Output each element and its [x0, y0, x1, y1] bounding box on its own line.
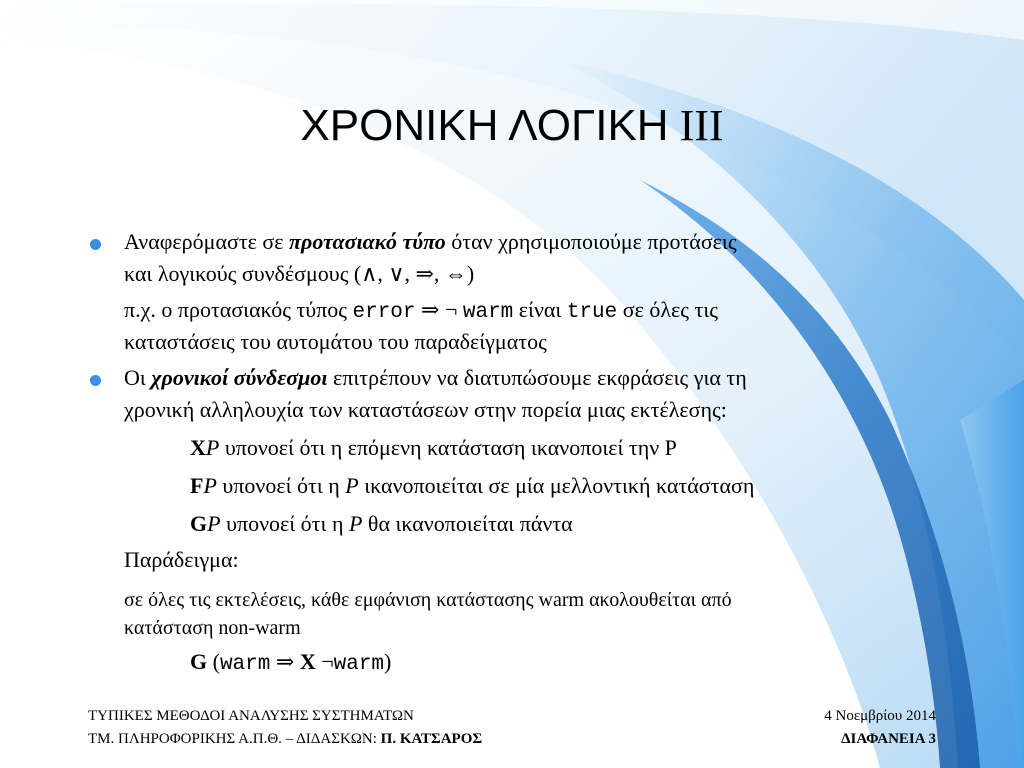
operator-variable-inline: P: [345, 473, 359, 498]
code-warm: warm: [462, 301, 514, 324]
bullet-icon: [90, 375, 101, 386]
footer-department: [88, 729, 482, 749]
formula-operator-x: X: [299, 649, 316, 674]
operator-f-line: [190, 472, 754, 500]
bullet-icon: [90, 239, 101, 250]
operator-description-cont: θα ικανοποιείται πάντα: [362, 511, 573, 536]
slide-title-numeral: III: [679, 101, 724, 150]
example-operator: ⇒ ¬: [415, 297, 463, 322]
operator-description-cont: ικανοποιείται σε μία μελλοντική κατάσταση: [358, 473, 755, 498]
example-formula: [190, 648, 391, 679]
bullet-1-emphasis: προτασιακό τύπο: [289, 229, 446, 254]
example-text-end: σε όλες τις: [617, 297, 718, 322]
formula-negation: ¬: [315, 649, 334, 674]
bullet-2-line-2: χρονική αλληλουχία των καταστάσεων στην πορεία μιας εκτέλεσης:: [124, 397, 727, 422]
formula-operator-g: G: [190, 649, 208, 674]
footer-slide-number: ΔΙΑΦΑΝΕΙΑ 3: [841, 731, 936, 747]
bullet-1-example-line-1: [124, 296, 718, 327]
formula-paren-open: (: [207, 649, 220, 674]
operator-symbol: X: [190, 435, 206, 460]
example-text-mid: είναι: [513, 297, 567, 322]
operator-symbol: F: [190, 473, 204, 498]
operator-description: υπονοεί ότι η: [220, 511, 349, 536]
example-text: π.χ. ο προτασιακός τύπος: [124, 297, 353, 322]
bullet-1-text: Αναφερόμαστε σε: [124, 229, 289, 254]
footer-instructor-name: Π. ΚΑΤΣΑΡΟΣ: [380, 731, 483, 747]
example-heading: Παράδειγμα:: [124, 547, 239, 572]
operator-description: υπονοεί ότι η: [216, 473, 346, 498]
formula-code-warm: warm: [219, 653, 271, 676]
bullet-2-emphasis: χρονικοί σύνδεσμοι: [151, 365, 328, 390]
operator-variable-inline: P: [348, 511, 363, 536]
operator-variable: P: [205, 435, 220, 460]
bullet-2-text-cont: επιτρέπουν να διατυπώσουμε εκφράσεις για τη: [327, 365, 747, 390]
operator-variable: P: [203, 473, 217, 498]
bullet-1-text-cont: όταν χρησιμοποιούμε προτάσεις: [445, 229, 737, 254]
code-error: error: [352, 301, 416, 324]
formula-code-warm-2: warm: [333, 653, 385, 676]
bullet-1-line-2: και λογικούς συνδέσμους (∧, ∨, ⇒, ⇔): [124, 261, 475, 286]
example-line-2: κατάσταση non-warm: [124, 617, 301, 639]
bullet-2-text: Οι: [124, 365, 152, 390]
operator-symbol: G: [190, 511, 208, 536]
example-line-1: σε όλες τις εκτελέσεις, κάθε εμφάνιση κατάστασης warm ακολουθείται από: [124, 589, 732, 611]
bullet-1-example-line-2: καταστάσεις του αυτομάτου του παραδείγματος: [124, 329, 547, 354]
slide-title: [0, 98, 1024, 154]
operator-g-line: [190, 510, 573, 538]
bullet-2-line-1: [124, 364, 747, 392]
footer-date: 4 Νοεμβρίου 2014: [824, 708, 936, 724]
operator-description: υπονοεί ότι η επόμενη κατάσταση ικανοποιεί την P: [219, 435, 677, 460]
operator-variable: P: [207, 511, 221, 536]
footer-course-title: ΤΥΠΙΚΕΣ ΜΕΘΟΔΟΙ ΑΝΑΛΥΣΗΣ ΣΥΣΤΗΜΑΤΩΝ: [88, 708, 414, 724]
slide-title-main: ΧΡΟΝΙΚΗ ΛΟΓΙΚΗ: [300, 101, 669, 150]
operator-x-line: [190, 434, 677, 462]
formula-implies: ⇒: [270, 649, 300, 674]
code-true: true: [566, 301, 618, 324]
formula-paren-close: ): [384, 649, 392, 674]
bullet-1-line-1: [124, 228, 737, 256]
footer-department-text: ΤΜ. ΠΛΗΡΟΦΟΡΙΚΗΣ Α.Π.Θ. – ΔΙΔΑΣΚΩΝ:: [88, 731, 381, 747]
